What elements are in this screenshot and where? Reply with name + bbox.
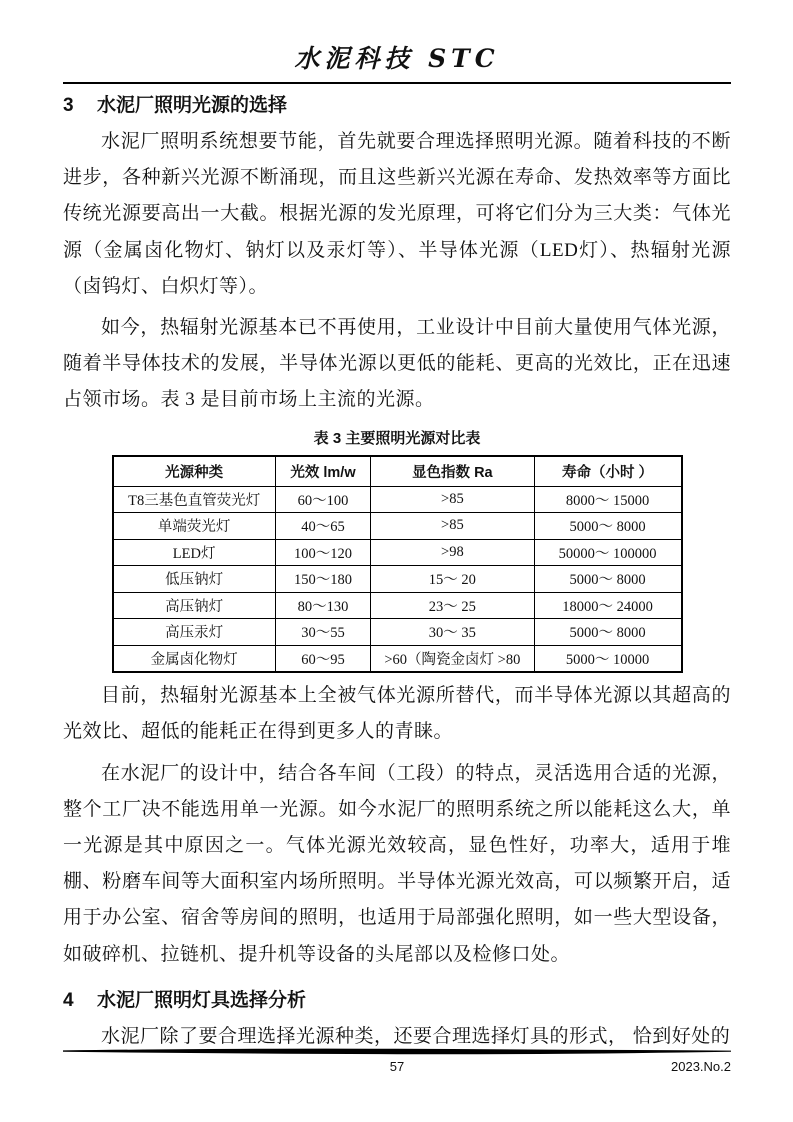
section-4-number: 4 — [63, 989, 74, 1011]
cell-source-type: 低压钠灯 — [113, 566, 276, 593]
issue-number: 2023.No.2 — [671, 1059, 731, 1074]
cell-efficacy: 150～180 — [275, 566, 370, 593]
footer-text — [63, 1058, 731, 1076]
cell-efficacy: 60～95 — [275, 645, 370, 672]
cell-cri: >60（陶瓷金卤灯 >80 — [371, 645, 534, 672]
paragraph: 如今，热辐射光源基本已不再使用，工业设计中目前大量使用气体光源，随着半导体技术的发展，半导体光源以更低的能耗、更高的光效比，正在迅速占领市场。表 3 是目前市场上主流的光源。 — [63, 317, 731, 411]
cell-efficacy: 80～130 — [275, 592, 370, 619]
page-number: 57 — [389, 1059, 405, 1074]
column-header-lifetime: 寿命（小时 ） — [534, 456, 681, 487]
section-4-heading — [63, 987, 731, 1014]
cell-cri: 15～ 20 — [371, 566, 534, 593]
cell-lifetime: 5000～ 8000 — [534, 619, 681, 646]
cell-efficacy: 40～65 — [275, 513, 370, 540]
cell-cri: 30～ 35 — [371, 619, 534, 646]
paragraph: 水泥厂除了要合理选择光源种类，还要合理选择灯具的形式， 恰到好处的 — [101, 1025, 731, 1047]
cell-cri: >98 — [371, 539, 534, 566]
cell-source-type: 高压汞灯 — [113, 619, 276, 646]
column-header-efficacy: 光效 lm/w — [275, 456, 370, 487]
table-row — [113, 513, 682, 540]
cell-source-type: 单端荧光灯 — [113, 513, 276, 540]
section-4-title: 水泥厂照明灯具选择分析 — [97, 989, 307, 1011]
table-header-row — [113, 456, 682, 487]
table-row — [113, 619, 682, 646]
table-row — [113, 539, 682, 566]
table-row — [113, 645, 682, 672]
page-footer — [63, 1048, 731, 1076]
section-3-number: 3 — [63, 95, 74, 116]
paragraph: 目前，热辐射光源基本上全被气体光源所替代，而半导体光源以其超高的光效比、超低的能耗正在得到更多人的青睐。 — [63, 685, 731, 743]
table-header — [113, 456, 682, 487]
cell-efficacy: 30～55 — [275, 619, 370, 646]
cell-efficacy: 100～120 — [275, 539, 370, 566]
paragraph: 水泥厂照明系统想要节能，首先就要合理选择照明光源。随着科技的不断进步，各种新兴光源不断涌现，而且这些新兴光源在寿命、发热效率等方面比传统光源要高出一大截。根据光源的发光原理，可将它们分为三大类：气体光源（金属卤化物灯、钠灯以及汞灯等）、半导体光源（LED灯）、热辐射光源（卤钨灯、白炽灯等）。 — [63, 131, 731, 297]
cell-source-type: LED灯 — [113, 539, 276, 566]
footer-rule — [63, 1048, 731, 1056]
column-header-cri: 显色指数 Ra — [371, 456, 534, 487]
light-source-comparison-table — [112, 455, 683, 674]
cell-cri: >85 — [371, 513, 534, 540]
cell-lifetime: 5000～ 8000 — [534, 513, 681, 540]
cell-lifetime: 8000～ 15000 — [534, 486, 681, 513]
table-row — [113, 566, 682, 593]
column-header-source-type: 光源种类 — [113, 456, 276, 487]
table-3-caption: 表 3 主要照明光源对比表 — [313, 429, 481, 447]
cell-source-type: T8三基色直管荧光灯 — [113, 486, 276, 513]
cell-lifetime: 5000～ 10000 — [534, 645, 681, 672]
cell-lifetime: 18000～ 24000 — [534, 592, 681, 619]
cell-lifetime: 5000～ 8000 — [534, 566, 681, 593]
table-row — [113, 592, 682, 619]
page-content — [63, 0, 731, 1055]
header-rule — [63, 82, 731, 84]
section-3-heading — [63, 92, 731, 119]
cell-source-type: 高压钠灯 — [113, 592, 276, 619]
paragraph: 在水泥厂的设计中，结合各车间（工段）的特点，灵活选用合适的光源，整个工厂决不能选用单一光源。如今水泥厂的照明系统之所以能耗这么大，单一光源是其中原因之一。气体光源光效较高，显色性好，功率大，适用于堆棚、粉磨车间等大面积室内场所照明。半导体光源光效高，可以频繁开启，适用于办公室、宿舍等房间的照明，也适用于局部强化照明，如一些大型设备，如破碎机、拉链机、提升机等设备的头尾部以及检修口处。 — [63, 762, 731, 965]
cell-efficacy: 60～100 — [275, 486, 370, 513]
cell-lifetime: 50000～ 100000 — [534, 539, 681, 566]
section-3-title: 水泥厂照明光源的选择 — [97, 95, 288, 116]
table-body — [113, 486, 682, 672]
cell-source-type: 金属卤化物灯 — [113, 645, 276, 672]
cell-cri: 23～ 25 — [371, 592, 534, 619]
journal-title: 水泥科技 STC — [294, 44, 500, 73]
cell-cri: >85 — [371, 486, 534, 513]
table-row — [113, 486, 682, 513]
